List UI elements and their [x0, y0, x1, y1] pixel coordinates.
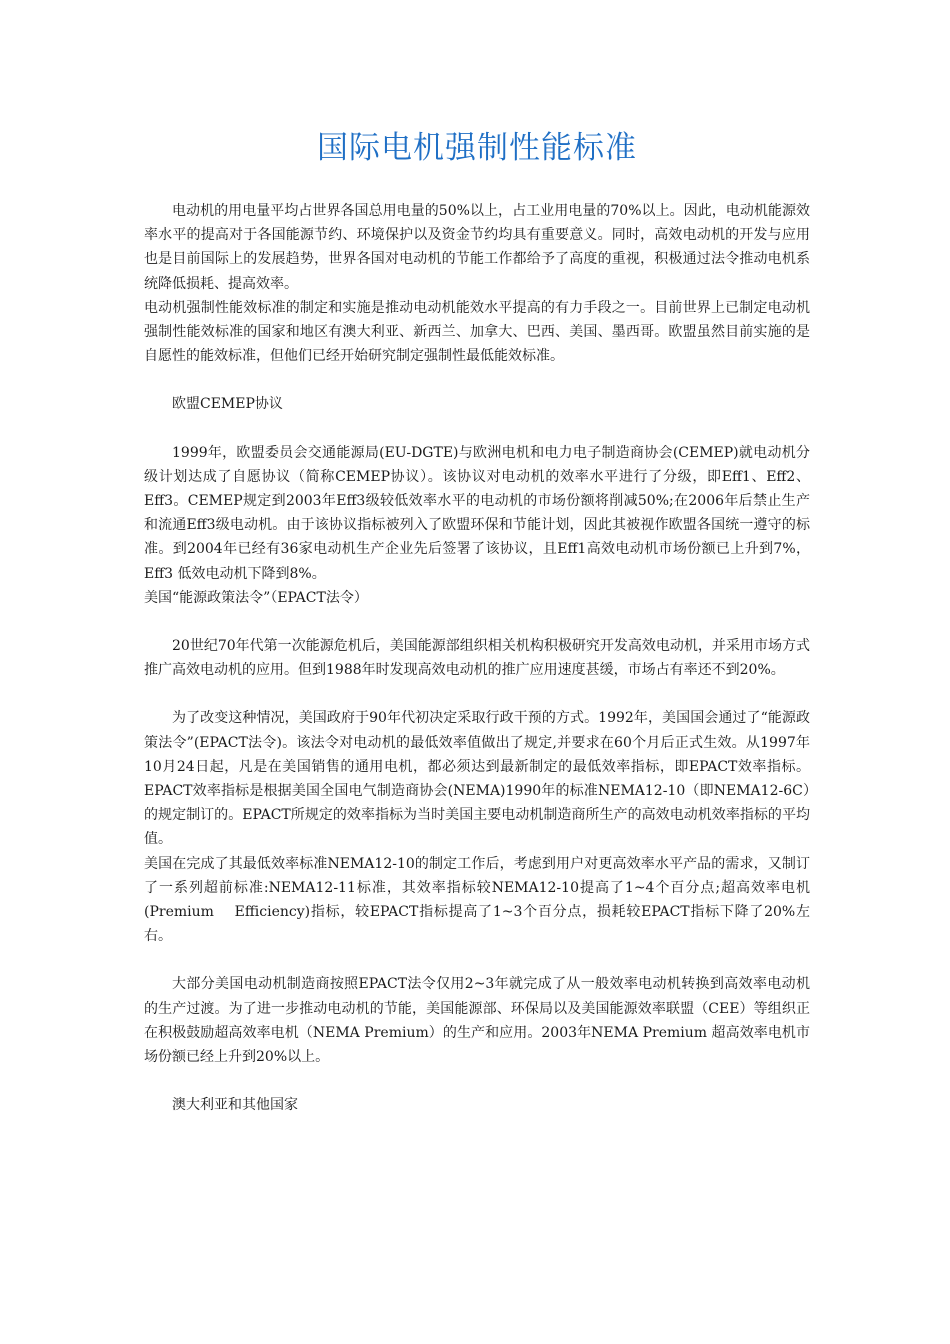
spacer: [144, 1069, 810, 1093]
section-heading-eu: 欧盟CEMEP协议: [172, 396, 283, 413]
spacer: [144, 368, 810, 392]
spacer: [144, 682, 810, 706]
paragraph-standards-overview: 电动机强制性能效标准的制定和实施是推动电动机能效水平提高的有力手段之一。目前世界上已制定电动机强制性能效标准的国家和地区有澳大利亚、新西兰、加拿大、巴西、美国、墨西哥。欧盟虽然目前实施的是自愿性的能效标准，但他们已经开始研究制定强制性最低能效标准。: [144, 299, 810, 365]
section-heading-us: 美国“能源政策法令”（EPACT法令）: [144, 589, 368, 606]
paragraph-us-epact: 为了改变这种情况，美国政府于90年代初决定采取行政干预的方式。1992年，美国国会通过了“能源政策法令”(EPACT法令)。该法令对电动机的最低效率值做出了规定,并要求在60个月后正式生效。从1997年10月24日起，凡是在美国销售的通用电机，都必须达到最新制定的最低效率指标，即EPACT效率指标。EPACT效率指标是根据美国全国电气制造商协会(NEMA)1990年的标准NEMA12-10（即NEMA12-6C）的规定制订的。EPACT所规定的效率指标为当时美国主要电动机制造商所生产的高效电动机效率指标的平均值。: [144, 710, 810, 848]
document-title: 国际电机强制性能标准: [317, 130, 637, 166]
section-heading-australia: 澳大利亚和其他国家: [172, 1097, 298, 1114]
paragraph-us-history: 20世纪70年代第一次能源危机后，美国能源部组织相关机构积极研究开发高效电动机，并采用市场方式推广高效电动机的应用。但到1988年时发现高效电动机的推广应用速度甚缓，市场占有率还不到20%。: [144, 638, 810, 679]
paragraph-us-nema: 美国在完成了其最低效率标准NEMA12-10的制定工作后，考虑到用户对更高效率水平产品的需求，又制订了一系列超前标准:NEMA12-11标准，其效率指标较NEMA12-10提高了1~4个百分点;超高效率电机(Premium Efficiency)指标，较EPACT指标提高了1~3个百分点，损耗较EPACT指标下降了20%左右。: [144, 855, 810, 945]
spacer: [144, 948, 810, 972]
paragraph-eu-cemep: 1999年，欧盟委员会交通能源局(EU-DGTE)与欧洲电机和电力电子制造商协会(CEMEP)就电动机分级计划达成了自愿协议（简称CEMEP协议）。该协议对电动机的效率水平进行了分级，即Eff1、Eff2、Eff3。CEMEP规定到2003年Eff3级较低效率水平的电动机的市场份额将削减50%;在2006年后禁止生产和流通Eff3级电动机。由于该协议指标被列入了欧盟环保和节能计划，因此其被视作欧盟各国统一遵守的标准。到2004年已经有36家电动机生产企业先后签署了该协议，且Eff1高效电动机市场份额已上升到7%，Eff3 低效电动机下降到8%。: [144, 444, 810, 582]
paragraph-us-manufacturers: 大部分美国电动机制造商按照EPACT法令仅用2~3年就完成了从一般效率电动机转换到高效率电动机的生产过渡。为了进一步推动电动机的节能，美国能源部、环保局以及美国能源效率联盟（CEE）等组织正在积极鼓励超高效率电机（NEMA Premium）的生产和应用。2003年NEMA Premium 超高效率电机市场份额已经上升到20%以上。: [144, 976, 810, 1066]
spacer: [144, 417, 810, 441]
spacer: [144, 610, 810, 634]
paragraph-intro: 电动机的用电量平均占世界各国总用电量的50%以上，占工业用电量的70%以上。因此，电动机能源效率水平的提高对于各国能源节约、环境保护以及资金节约均具有重要意义。同时，高效电动机的开发与应用也是目前国际上的发展趋势，世界各国对电动机的节能工作都给予了高度的重视，积极通过法令推动电机系统降低损耗、提高效率。: [144, 203, 810, 292]
document-body: [144, 199, 810, 1118]
